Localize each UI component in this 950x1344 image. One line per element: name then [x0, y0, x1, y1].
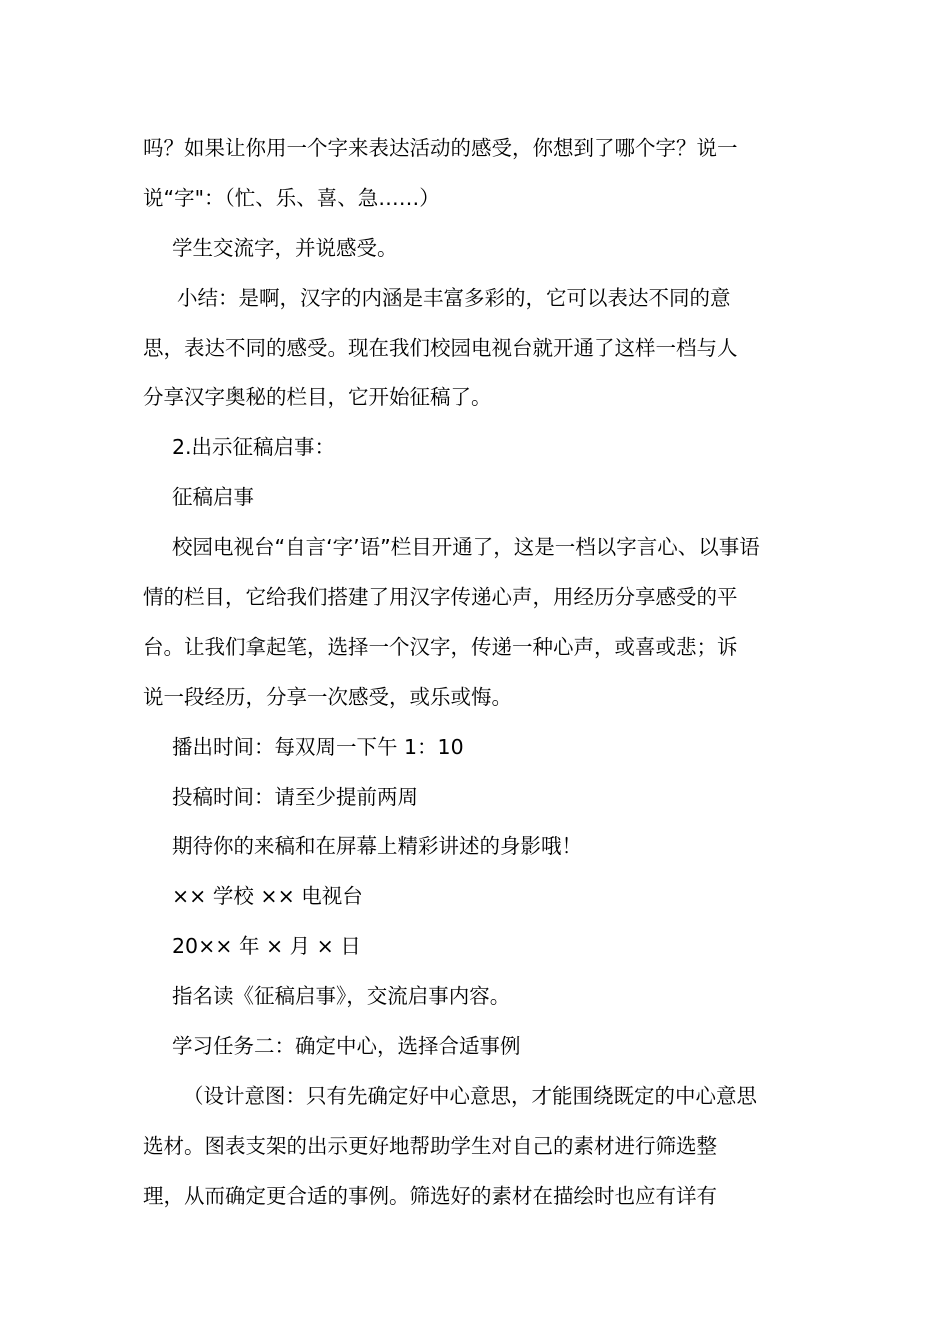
submission-time: 投稿时间：请至少提前两周 [172, 784, 418, 809]
paragraph-line: 思，表达不同的感受。现在我们校园电视台就开通了这样一档与人 [143, 335, 738, 360]
paragraph-line: 理，从而确定更合适的事例。筛选好的素材在描绘时也应有详有 [143, 1183, 717, 1208]
section-heading: 2.出示征稿启事： [172, 435, 336, 460]
paragraph-line: 分享汉字奥秘的栏目，它开始征稿了。 [143, 385, 492, 410]
section-heading: 学习任务二：确定中心，选择合适事例 [172, 1034, 521, 1059]
paragraph-line: 校园电视台“自言‘字’语”栏目开通了，这是一档以字言心、以事语 [172, 535, 760, 560]
paragraph-line: （设计意图：只有先确定好中心意思，才能围绕既定的中心意思 [183, 1083, 757, 1108]
broadcast-time: 播出时间：每双周一下午 1：10 [172, 734, 464, 759]
notice-date: 20×× 年 × 月 × 日 [172, 934, 361, 959]
paragraph-line: 选材。图表支架的出示更好地帮助学生对自己的素材进行筛选整 [143, 1133, 717, 1158]
document-body [143, 124, 807, 1222]
paragraph-line: 吗？如果让你用一个字来表达活动的感受，你想到了哪个字？说一 [143, 136, 738, 160]
paragraph-line: 小结：是啊，汉字的内涵是丰富多彩的，它可以表达不同的意 [177, 285, 731, 310]
paragraph-line: 说“字"：（忙、乐、喜、急……） [143, 185, 440, 210]
paragraph-line: 期待你的来稿和在屏幕上精彩讲述的身影哦！ [172, 834, 582, 859]
paragraph-line: 情的栏目，它给我们搭建了用汉字传递心声，用经历分享感受的平 [143, 585, 738, 610]
paragraph-line: 台。让我们拿起笔，选择一个汉字，传递一种心声，或喜或悲；诉 [143, 634, 738, 659]
paragraph-line: 说一段经历，分享一次感受，或乐或悔。 [143, 684, 512, 709]
notice-signature: ×× 学校 ×× 电视台 [172, 884, 363, 909]
paragraph-line: 指名读《征稿启事》，交流启事内容。 [172, 984, 511, 1009]
notice-title: 征稿启事 [172, 485, 254, 510]
paragraph-line: 学生交流字，并说感受。 [172, 235, 398, 260]
